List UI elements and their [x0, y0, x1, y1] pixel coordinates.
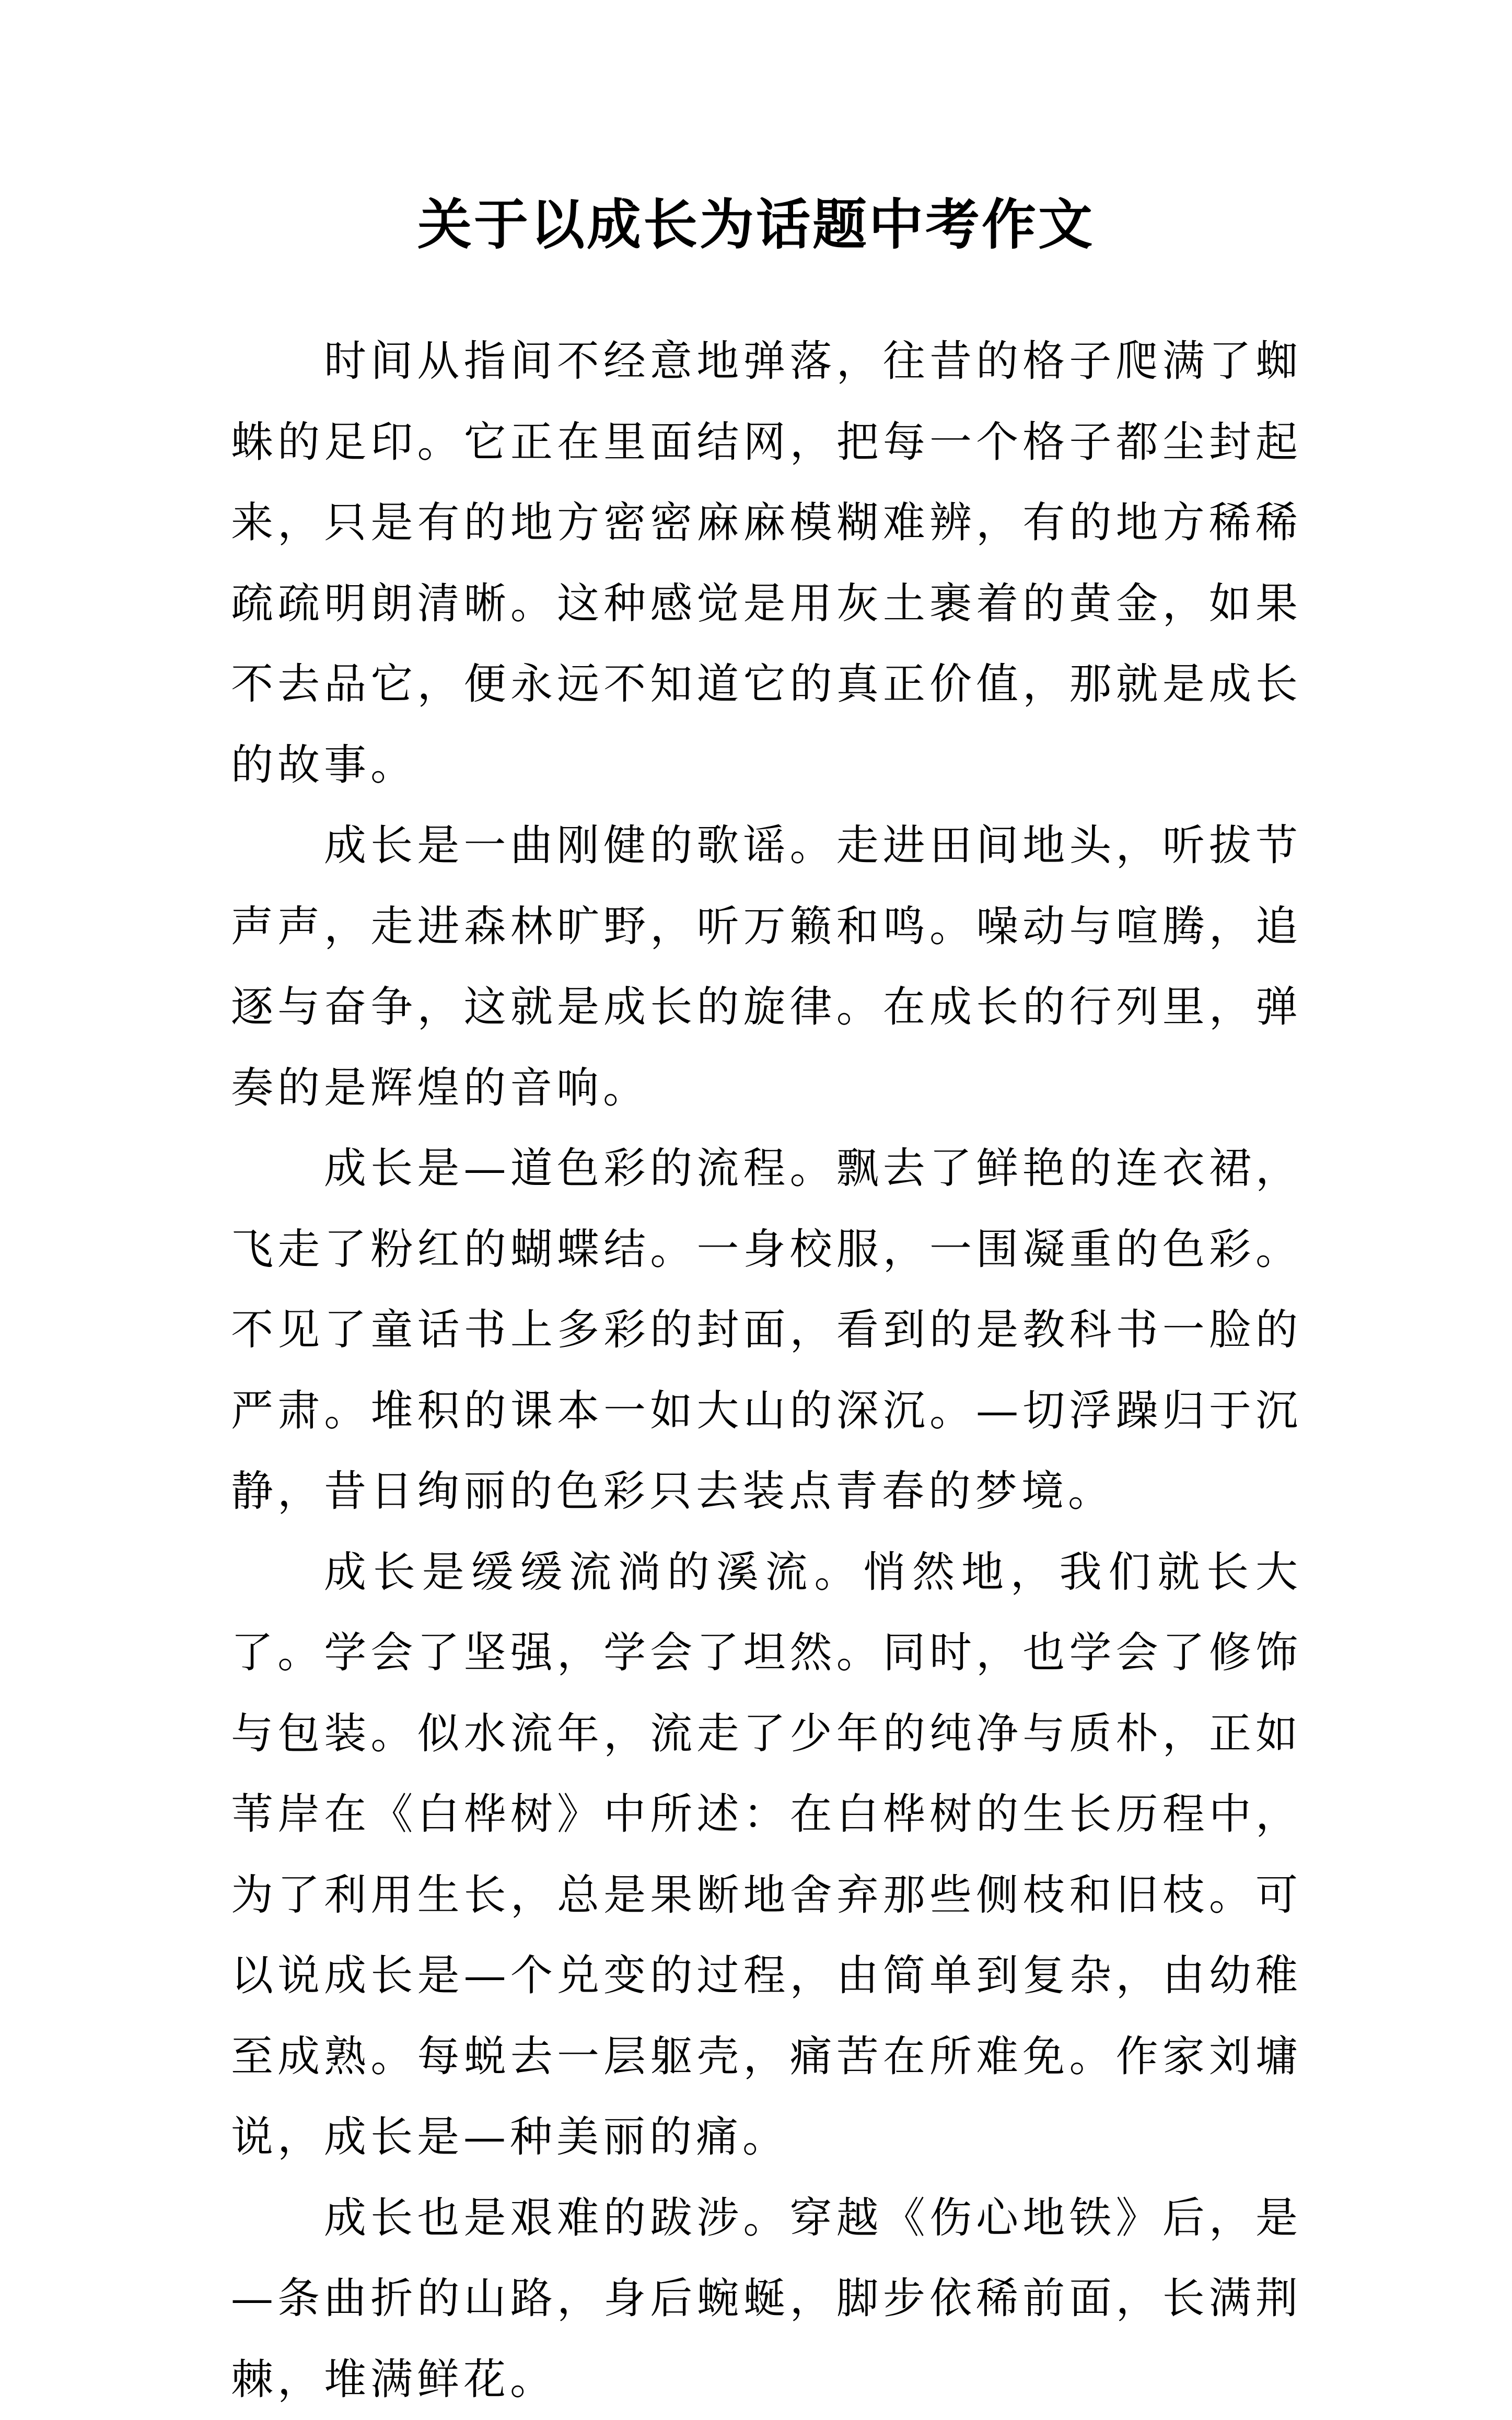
- document-body: [231, 321, 1302, 2420]
- paragraph: 成长也是艰难的跋涉。穿越《伤心地铁》后，是—条曲折的山路，身后蜿蜒，脚步依稀前面，长满荆棘，堆满鲜花。: [231, 2178, 1302, 2420]
- paragraph: 时间从指间不经意地弹落，往昔的格子爬满了蜘蛛的足印。它正在里面结网，把每一个格子都尘封起来，只是有的地方密密麻麻模糊难辨，有的地方稀稀疏疏明朗清晰。这种感觉是用灰土裹着的黄金，如果不去品它，便永远不知道它的真正价值，那就是成长的故事。: [231, 321, 1302, 806]
- paragraph: 成长是缓缓流淌的溪流。悄然地，我们就长大了。学会了坚强，学会了坦然。同时，也学会了修饰与包装。似水流年，流走了少年的纯净与质朴，正如苇岸在《白桦树》中所述：在白桦树的生长历程中，为了利用生长，总是果断地舍弃那些侧枝和旧枝。可以说成长是—个兑变的过程，由简单到复杂，由幼稚至成熟。每蜕去一层躯壳，痛苦在所难免。作家刘墉说，成长是—种美丽的痛。: [231, 1532, 1302, 2178]
- paragraph: 成长是—道色彩的流程。飘去了鲜艳的连衣裙，飞走了粉红的蝴蝶结。一身校服，一围凝重的色彩。不见了童话书上多彩的封面，看到的是教科书一脸的严肃。堆积的课本一如大山的深沉。—切浮躁归于沉静，昔日绚丽的色彩只去装点青春的梦境。: [231, 1128, 1302, 1532]
- paragraph: 成长是一曲刚健的歌谣。走进田间地头，听拔节声声，走进森林旷野，听万籁和鸣。噪动与喧腾，追逐与奋争，这就是成长的旋律。在成长的行列里，弹奏的是辉煌的音响。: [231, 806, 1302, 1128]
- document-title: 关于以成长为话题中考作文: [0, 185, 1512, 264]
